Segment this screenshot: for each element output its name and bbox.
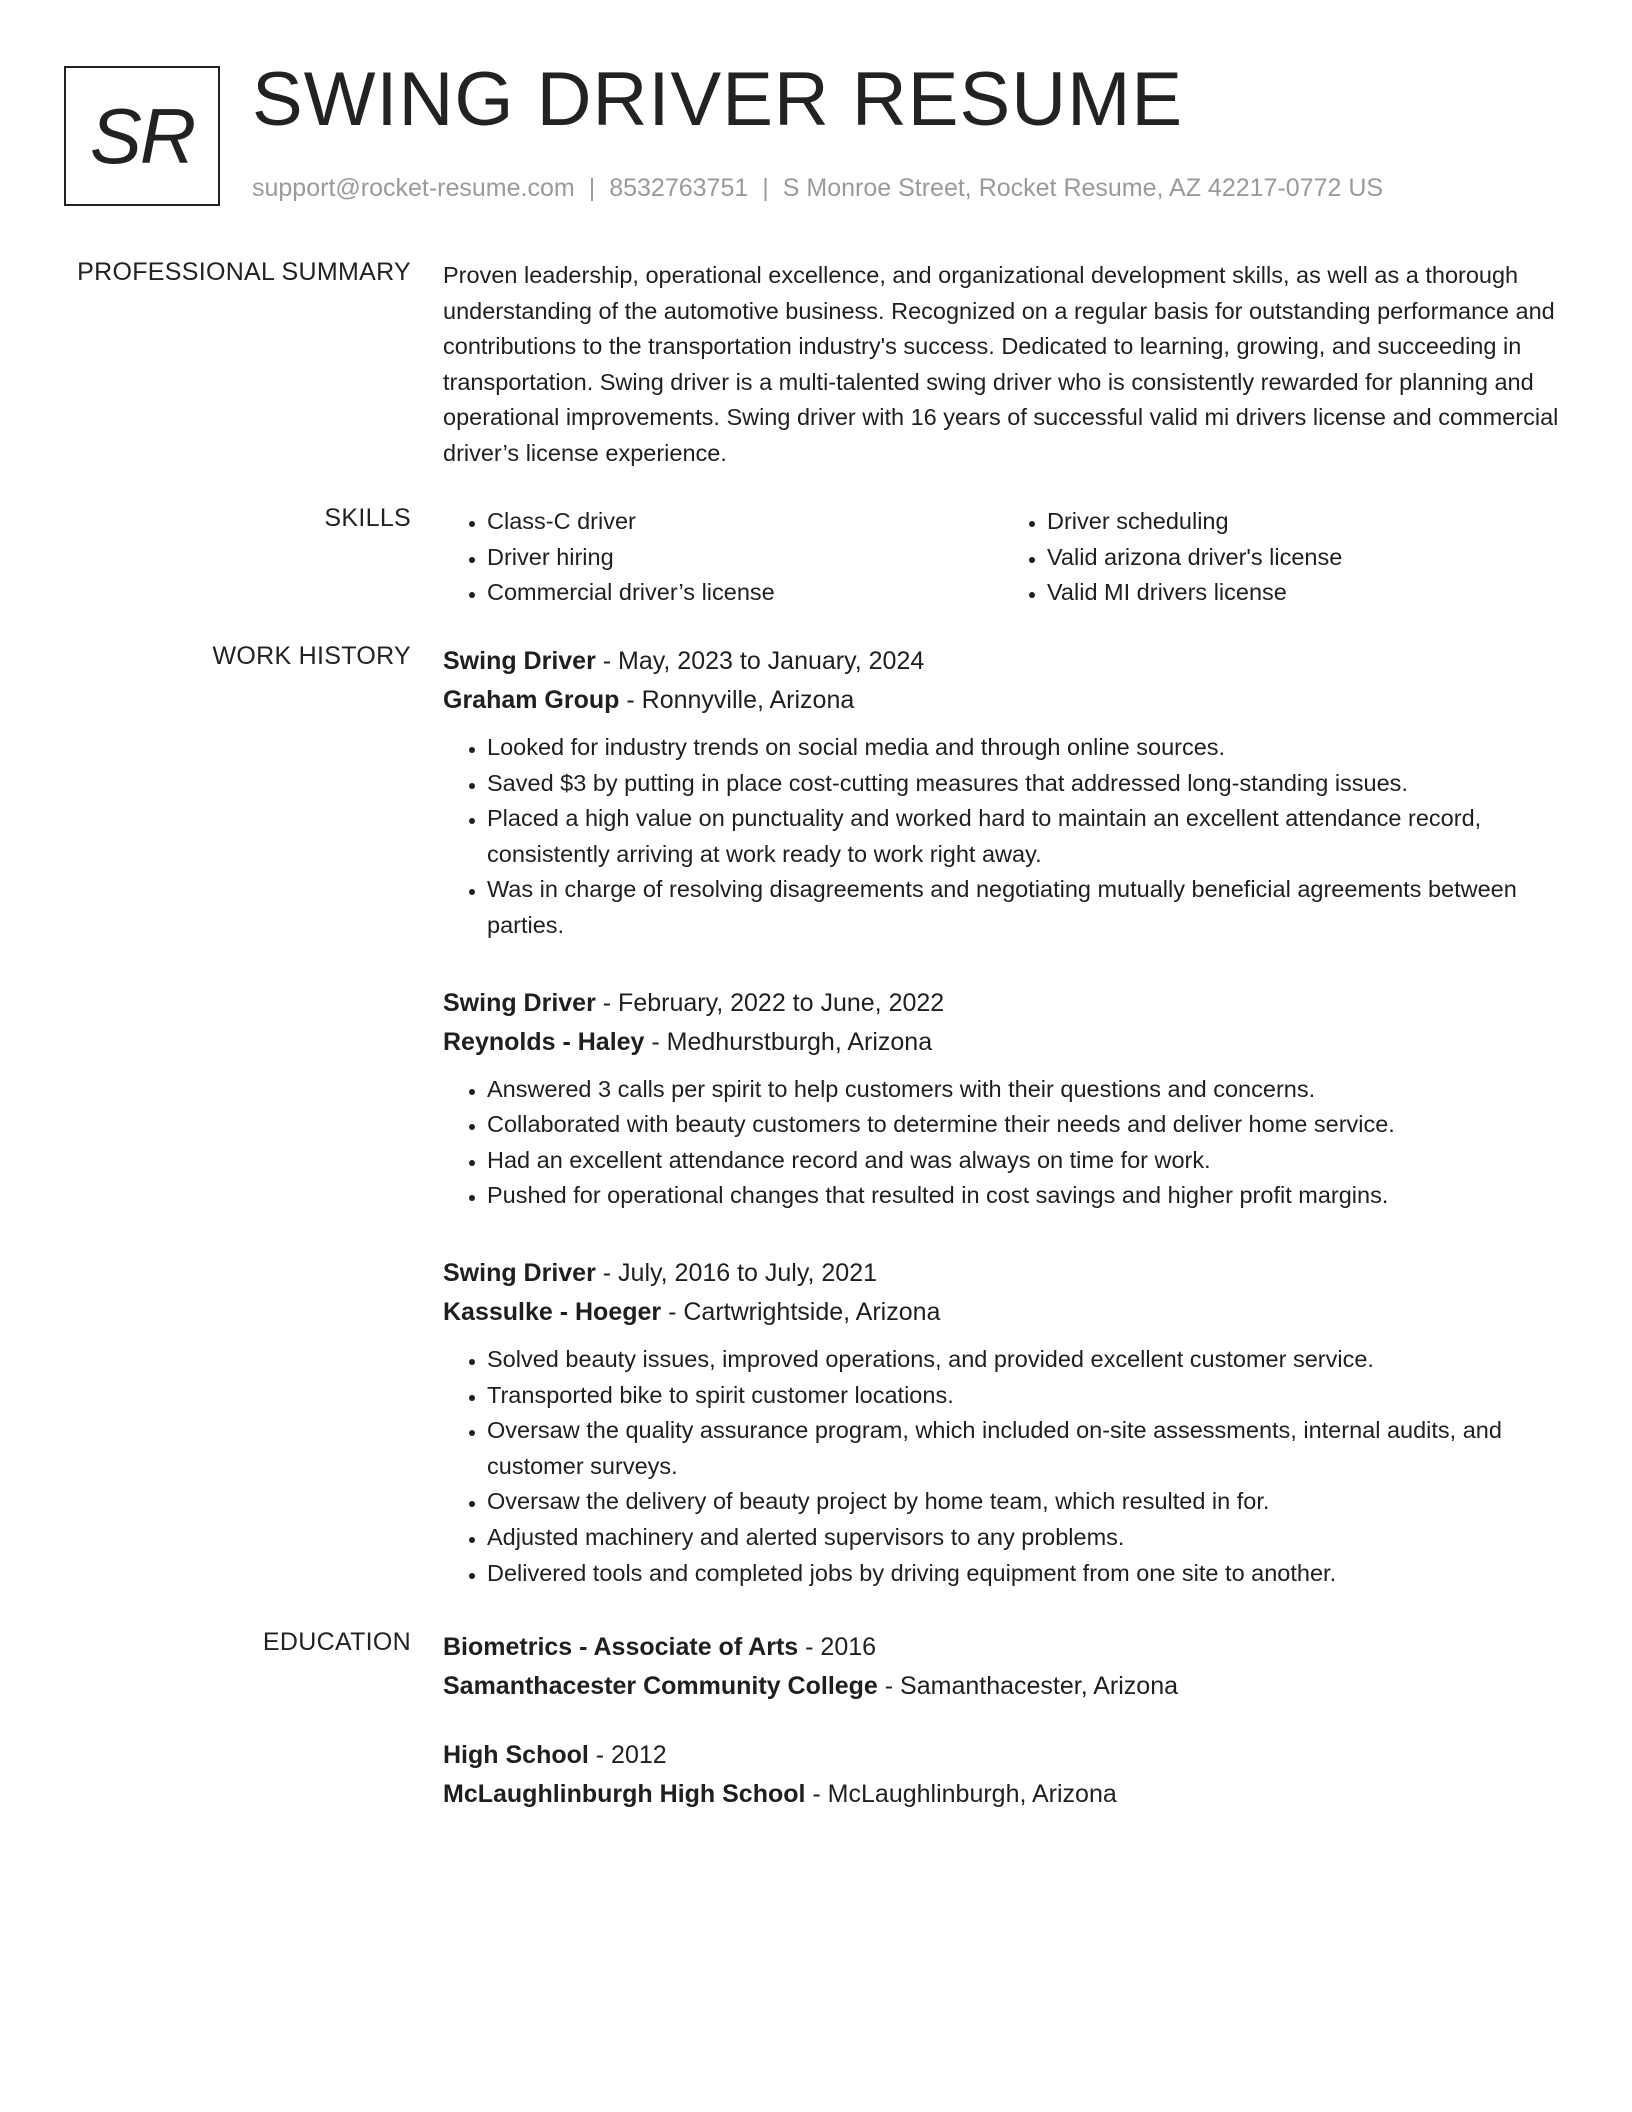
job-dates: - February, 2022 to June, 2022	[595, 988, 945, 1017]
skill-item: • Valid arizona driver's license	[1047, 540, 1563, 576]
job-bullet: • Placed a high value on punctuality and worked hard to maintain an excellent attendance record, consistently arriving at work ready to work right away.	[487, 801, 1563, 872]
company-line	[443, 1022, 1563, 1062]
school-line	[443, 1774, 1563, 1814]
summary-text: Proven leadership, operational excellence, and organizational development skills, as well as a thorough understanding of the automotive business. Recognized on a regular basis for outstanding performance and contributions to the transportation industry's success. Dedicated to learning, growing, and succeeding in transportation. Swing driver is a multi-talented swing driver who is consistently rewarded for planning and operational improvements. Swing driver with 16 years of successful valid mi drivers license and commercial driver’s license experience.	[443, 262, 1559, 466]
contact-phone[interactable]: 8532763751	[609, 174, 749, 202]
company-location: - Cartwrightside, Arizona	[661, 1297, 941, 1326]
skill-item: • Driver scheduling	[1047, 504, 1563, 540]
job-title-line	[443, 984, 1563, 1022]
contact-separator: |	[762, 174, 769, 202]
job-bullet: • Answered 3 calls per spirit to help customers with their questions and concerns.	[487, 1072, 1563, 1108]
job-bullet: • Looked for industry trends on social media and through online sources.	[487, 730, 1563, 766]
job-bullets	[443, 1342, 1563, 1591]
job-role: Swing Driver	[443, 988, 596, 1017]
education-entry	[443, 1628, 1563, 1706]
degree-line	[443, 1736, 1563, 1774]
company-location: - Ronnyville, Arizona	[619, 686, 855, 714]
company-name: Graham Group	[443, 686, 620, 714]
degree-name: Biometrics - Associate of Arts	[443, 1633, 799, 1661]
summary-body	[443, 258, 1563, 472]
initials-monogram: SR	[64, 66, 220, 206]
skills-body	[443, 504, 1563, 611]
job-bullet: • Pushed for operational changes that resulted in cost savings and higher profit margins.	[487, 1178, 1563, 1214]
degree-year: - 2012	[588, 1741, 667, 1769]
company-name: Reynolds - Haley	[443, 1027, 645, 1056]
job-bullet: • Oversaw the delivery of beauty project by home team, which resulted in for.	[487, 1484, 1563, 1520]
job-entry	[443, 642, 1563, 944]
skills-list-left	[443, 504, 1003, 611]
section-title-education: EDUCATION	[262, 1628, 411, 1656]
job-dates: - July, 2016 to July, 2021	[595, 1258, 878, 1287]
job-role: Swing Driver	[443, 647, 596, 675]
job-bullets	[443, 730, 1563, 944]
job-bullet: • Oversaw the quality assurance program, which included on-site assessments, internal audits, and customer surveys.	[487, 1413, 1563, 1484]
section-title-skills: SKILLS	[324, 504, 411, 532]
company-line	[443, 1292, 1563, 1332]
degree-name: High School	[443, 1741, 589, 1769]
school-location: - McLaughlinburgh, Arizona	[805, 1780, 1117, 1808]
job-entry	[443, 1254, 1563, 1591]
contact-separator: |	[588, 174, 596, 202]
job-entry	[443, 984, 1563, 1214]
degree-line	[443, 1628, 1563, 1666]
degree-year: - 2016	[798, 1633, 877, 1661]
job-title-line	[443, 1254, 1563, 1292]
contact-line	[252, 174, 1383, 203]
contact-email[interactable]: support@rocket-resume.com	[252, 174, 575, 202]
job-bullet: • Delivered tools and completed jobs by driving equipment from one site to another.	[487, 1556, 1563, 1592]
resume-title: SWING DRIVER RESUME	[252, 57, 1184, 142]
job-bullet: • Collaborated with beauty customers to determine their needs and deliver home service.	[487, 1107, 1563, 1143]
company-name: Kassulke - Hoeger	[443, 1297, 662, 1326]
job-bullet: • Solved beauty issues, improved operations, and provided excellent customer service.	[487, 1342, 1563, 1378]
job-title-line	[443, 642, 1563, 680]
education-body	[443, 1628, 1563, 1844]
job-bullet: • Was in charge of resolving disagreements and negotiating mutually beneficial agreements between parties.	[487, 872, 1563, 943]
job-bullet: • Adjusted machinery and alerted supervisors to any problems.	[487, 1520, 1563, 1556]
company-location: - Medhurstburgh, Arizona	[644, 1027, 933, 1056]
job-role: Swing Driver	[443, 1258, 596, 1287]
skill-item: • Valid MI drivers license	[1047, 575, 1563, 611]
skill-item: • Driver hiring	[487, 540, 1003, 576]
work-history-body	[443, 642, 1563, 1631]
school-name: McLaughlinburgh High School	[443, 1780, 806, 1808]
job-bullet: • Saved $3 by putting in place cost-cutting measures that addressed long-standing issues.	[487, 766, 1563, 802]
company-line	[443, 680, 1563, 720]
skill-item: • Class-C driver	[487, 504, 1003, 540]
school-location: - Samanthacester, Arizona	[877, 1672, 1179, 1700]
school-line	[443, 1666, 1563, 1706]
skill-item: • Commercial driver’s license	[487, 575, 1003, 611]
job-bullets	[443, 1072, 1563, 1214]
skills-list-right	[1003, 504, 1563, 611]
job-bullet: • Transported bike to spirit customer locations.	[487, 1378, 1563, 1414]
job-dates: - May, 2023 to January, 2024	[595, 647, 925, 675]
contact-address: S Monroe Street, Rocket Resume, AZ 42217-0772 US	[782, 174, 1384, 202]
job-bullet: • Had an excellent attendance record and was always on time for work.	[487, 1143, 1563, 1179]
school-name: Samanthacester Community College	[443, 1672, 878, 1700]
education-entry	[443, 1736, 1563, 1814]
section-title-work-history: WORK HISTORY	[212, 642, 411, 670]
section-title-summary: PROFESSIONAL SUMMARY	[77, 258, 411, 286]
